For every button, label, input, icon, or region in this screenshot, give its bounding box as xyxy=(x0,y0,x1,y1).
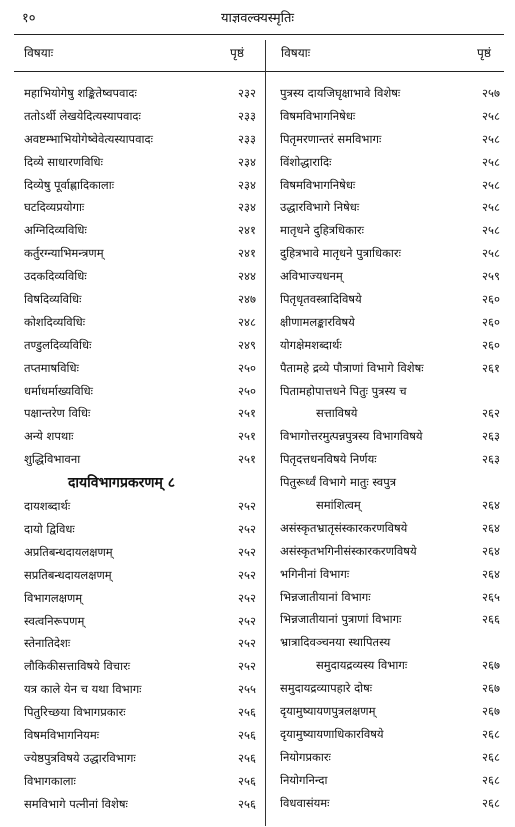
toc-entry-page: २४४ xyxy=(238,269,256,284)
toc-entry xyxy=(276,769,506,792)
toc-entry-title: दुहित्रभावे मातृधने पुत्राधिकारः xyxy=(280,246,401,261)
toc-entry-page: २६२ xyxy=(482,406,500,421)
toc-entry-page: २३४ xyxy=(238,200,256,215)
toc-entry-title: दृयामुष्यायणपुत्रलक्षणम् xyxy=(280,704,376,719)
toc-entry-page: २५८ xyxy=(482,154,500,169)
toc-entry xyxy=(20,380,262,403)
toc-entry-page: २६५ xyxy=(482,589,500,604)
toc-entry-page: २५६ xyxy=(238,728,256,743)
toc-entry-page: २५६ xyxy=(238,750,256,765)
toc-entry-title: स्तेनातिदेशः xyxy=(24,636,71,651)
toc-entry-page: २६४ xyxy=(482,498,500,513)
toc-entry xyxy=(20,288,262,311)
toc-entry xyxy=(20,541,262,564)
toc-entry-title: विभागलक्षणम् xyxy=(24,590,83,605)
toc-entry-page: २५६ xyxy=(238,705,256,720)
toc-entry xyxy=(276,151,506,174)
toc-entry-title: पितुरिच्छया विभागप्रकारः xyxy=(24,705,126,720)
toc-entry-title: सत्ताविषये xyxy=(316,406,358,421)
toc-entry-page: २४१ xyxy=(238,223,256,238)
toc-entry-title: भ्रात्रादिवञ्चनया स्थापितस्य xyxy=(280,635,391,650)
toc-entry xyxy=(276,219,506,242)
toc-entry xyxy=(20,448,262,471)
toc-entry-title: असंस्कृतभगिनीसंस्कारकरणविषये xyxy=(280,543,417,558)
toc-entry xyxy=(20,82,262,105)
toc-entry-title: दायो द्विविधः xyxy=(24,522,75,537)
toc-entry-title: पुत्रस्य दायजिघृक्षाभावे विशेषः xyxy=(280,86,401,100)
toc-entry xyxy=(20,701,262,724)
toc-entry-title: उद्धारविभागे निषेधः xyxy=(280,200,360,215)
toc-entry-title: उदकदिव्यविधिः xyxy=(24,269,87,284)
toc-entry xyxy=(20,793,262,816)
toc-entry xyxy=(276,402,506,425)
toc-entry xyxy=(20,128,262,151)
toc-entry-title: कर्तुरग्न्याभिमन्त्रणम् xyxy=(24,246,104,261)
toc-entry xyxy=(20,311,262,334)
toc-entry-page: २५८ xyxy=(482,246,500,261)
toc-entry-page: २६७ xyxy=(482,704,500,719)
toc-entry xyxy=(20,196,262,219)
toc-entry-page: २६३ xyxy=(482,452,500,467)
toc-entry xyxy=(20,265,262,288)
toc-entry-title: दायशब्दार्थः xyxy=(24,499,71,514)
toc-entry-title: भिन्नजातीयानां विभागः xyxy=(280,589,371,604)
toc-entry-page: २५२ xyxy=(238,590,256,605)
toc-entry-title: दिव्ये साधारणविधिः xyxy=(24,154,103,169)
toc-entry-page: २५१ xyxy=(238,452,256,467)
toc-entry-title: अग्निदिव्यविधिः xyxy=(24,223,87,238)
toc-entry-title: कोशदिव्यविधिः xyxy=(24,314,86,329)
toc-entry xyxy=(20,518,262,541)
toc-entry-title: लौकिकीसत्ताविषये विचारः xyxy=(24,659,131,674)
toc-entry xyxy=(20,770,262,793)
toc-entry xyxy=(20,151,262,174)
running-title: याज्ञवल्क्यस्मृतिः xyxy=(220,11,295,26)
toc-entry-page: २३४ xyxy=(238,177,256,192)
toc-entry xyxy=(276,700,506,723)
toc-entry xyxy=(276,563,506,586)
toc-entry-page: २६४ xyxy=(482,566,500,581)
section-heading: दायविभागप्रकरणम् ८ xyxy=(68,475,176,492)
toc-entry-page: २६८ xyxy=(482,749,500,764)
toc-entry-page: २५९ xyxy=(482,269,500,284)
right-column xyxy=(276,82,506,815)
toc-entry xyxy=(276,242,506,265)
toc-entry-title: अन्ये शपथाः xyxy=(24,429,74,444)
toc-entry-title: ततोऽर्थी लेखयेदित्यस्यापवादः xyxy=(24,108,141,123)
toc-entry-title: ज्येष्ठपुत्रविषये उद्धारविभागः xyxy=(24,750,136,765)
toc-entry-page: २५८ xyxy=(482,177,500,192)
toc-entry-page: २४७ xyxy=(238,292,256,307)
toc-entry xyxy=(276,746,506,769)
toc-entry-page: २४१ xyxy=(238,246,256,261)
toc-entry-page: २६१ xyxy=(482,360,500,375)
toc-entry-title: नियोगप्रकारः xyxy=(280,749,331,764)
toc-entry-title: विंशोद्धारादिः xyxy=(280,154,332,169)
toc-entry xyxy=(276,723,506,746)
toc-entry xyxy=(276,677,506,700)
toc-entry xyxy=(276,334,506,357)
toc-entry xyxy=(20,587,262,610)
toc-entry xyxy=(20,219,262,242)
toc-entry-page: २६७ xyxy=(482,658,500,673)
toc-entry xyxy=(276,631,506,654)
toc-entry-page: २५६ xyxy=(238,796,256,811)
toc-entry-title: अविभाज्यधनम् xyxy=(280,269,343,284)
toc-entry-page: २३४ xyxy=(238,154,256,169)
toc-entry xyxy=(276,654,506,677)
toc-entry xyxy=(20,632,262,655)
toc-entry-title: समांशित्वम् xyxy=(316,498,361,513)
toc-entry xyxy=(20,242,262,265)
toc-entry-page: २६० xyxy=(482,314,500,329)
toc-entry-page: २५६ xyxy=(238,773,256,788)
toc-entry xyxy=(20,724,262,747)
toc-entry-title: भिन्नजातीयानां पुत्राणां विभागः xyxy=(280,612,402,627)
toc-entry-title: दृयामुष्यायणाधिकारविषये xyxy=(280,726,384,741)
toc-entry-page: २५८ xyxy=(482,200,500,215)
toc-entry-title: तप्तमाषविधिः xyxy=(24,360,79,375)
toc-entry-title: विभागोत्तरमुत्पन्नपुत्रस्य विभागविषये xyxy=(280,429,423,444)
left-subject-label: विषयाः xyxy=(24,46,54,60)
toc-entry-page: २५१ xyxy=(238,429,256,444)
toc-entry xyxy=(276,82,506,105)
top-rule xyxy=(14,34,504,35)
toc-entry-page: २५५ xyxy=(238,682,256,697)
toc-entry-page: २६८ xyxy=(482,726,500,741)
toc-entry xyxy=(20,655,262,678)
toc-entry-page: २५८ xyxy=(482,131,500,146)
left-page-label: पृष्ठं xyxy=(230,46,244,60)
toc-entry-page: २५२ xyxy=(238,613,256,628)
toc-entry-title: विषमविभागनियमः xyxy=(24,728,100,743)
toc-entry-title: विभागकालाः xyxy=(24,773,76,788)
toc-entry xyxy=(276,586,506,609)
toc-entry xyxy=(276,792,506,815)
toc-entry xyxy=(20,425,262,448)
toc-entry xyxy=(20,495,262,518)
toc-entry xyxy=(20,610,262,633)
toc-entry-page: २५० xyxy=(238,383,256,398)
toc-entry xyxy=(276,540,506,563)
toc-entry-page: २६६ xyxy=(482,612,500,627)
toc-entry-title: समुदायद्रव्यस्य विभागः xyxy=(316,658,408,673)
toc-entry-page: २४९ xyxy=(238,337,256,352)
toc-entry xyxy=(276,105,506,128)
toc-entry-page: २६८ xyxy=(482,772,500,787)
toc-entry-title: घटदिव्यप्रयोगाः xyxy=(24,200,85,215)
toc-entry-title: विधवासंयमः xyxy=(280,795,330,810)
toc-entry xyxy=(276,471,506,494)
toc-entry-title: योगक्षेमशब्दार्थः xyxy=(280,337,342,352)
toc-entry xyxy=(276,357,506,380)
toc-entry-title: क्षीणामलङ्कारविषये xyxy=(280,314,355,329)
toc-entry-title: धर्माधर्माख्यविधिः xyxy=(24,383,93,398)
toc-entry-page: २६७ xyxy=(482,681,500,696)
toc-entry-title: महाभियोगेषु शङ्कितेष्वपवादः xyxy=(24,86,137,100)
toc-entry-page: २५१ xyxy=(238,406,256,421)
toc-entry-title: पक्षान्तरेण विधिः xyxy=(24,406,91,421)
toc-entry xyxy=(276,425,506,448)
toc-entry xyxy=(20,334,262,357)
toc-entry-page: २५२ xyxy=(238,544,256,559)
page-header xyxy=(0,8,515,28)
toc-entry-page: २५७ xyxy=(482,86,500,100)
toc-entry-title: तण्डुलदिव्यविधिः xyxy=(24,337,92,352)
toc-entry-title: पितृमरणान्तरं समविभागः xyxy=(280,131,382,146)
page-number: १० xyxy=(22,11,36,26)
toc-entry-title: दिव्येषु पूर्वाह्णादिकालाः xyxy=(24,177,115,192)
toc-entry-page: २५० xyxy=(238,360,256,375)
toc-entry-title: विषमविभागनिषेधः xyxy=(280,108,356,123)
toc-entry xyxy=(20,747,262,770)
toc-entry-title: असंस्कृतभ्रातृसंस्कारकरणविषये xyxy=(280,520,408,535)
toc-entry-title: स्वत्वनिरूपणम् xyxy=(24,613,85,628)
toc-entry-page: २६४ xyxy=(482,520,500,535)
toc-entry-title: विषदिव्यविधिः xyxy=(24,292,82,307)
toc-entry-page: २५८ xyxy=(482,223,500,238)
toc-entry xyxy=(20,174,262,197)
toc-entry-title: विषमविभागनिषेधः xyxy=(280,177,356,192)
toc-entry xyxy=(276,311,506,334)
toc-entry xyxy=(276,517,506,540)
toc-entry xyxy=(276,380,506,403)
toc-entry-page: २५२ xyxy=(238,499,256,514)
right-subject-label: विषयाः xyxy=(281,46,311,60)
toc-entry xyxy=(20,678,262,701)
toc-entry-page: २५२ xyxy=(238,522,256,537)
toc-entry-page: २४८ xyxy=(238,314,256,329)
toc-entry xyxy=(276,196,506,219)
toc-entry-title: पितुरूर्ध्वं विभागे मातुः स्वपुत्र xyxy=(280,475,397,490)
toc-entry-title: पितृधृतवस्त्रादिविषये xyxy=(280,292,362,307)
toc-entry xyxy=(20,402,262,425)
toc-entry xyxy=(276,608,506,631)
toc-entry-page: २६४ xyxy=(482,543,500,558)
toc-entry-page: २६८ xyxy=(482,795,500,810)
header-rule xyxy=(14,71,504,72)
toc-entry-title: अवष्टम्भाभियोगेष्वेवेत्यस्यापवादः xyxy=(24,131,153,146)
toc-entry-page: २५८ xyxy=(482,108,500,123)
toc-entry-page: २५२ xyxy=(238,636,256,651)
toc-entry-title: सप्रतिबन्धदायलक्षणम् xyxy=(24,567,112,582)
toc-entry xyxy=(20,564,262,587)
toc-entry xyxy=(20,105,262,128)
toc-entry-title: पैतामहे द्रव्ये पौत्राणां विभागे विशेषः xyxy=(280,360,424,375)
toc-entry xyxy=(20,357,262,380)
toc-entry-title: शुद्धिविभावना xyxy=(24,452,81,467)
toc-entry xyxy=(276,494,506,517)
toc-entry xyxy=(276,448,506,471)
toc-entry-title: पितृदत्तधनविषये निर्णयः xyxy=(280,452,377,467)
toc-entry-page: २३२ xyxy=(238,86,256,100)
toc-entry xyxy=(276,265,506,288)
toc-entry-title: समविभागे पत्नीनां विशेषः xyxy=(24,796,128,811)
toc-entry-page: २३३ xyxy=(238,131,256,146)
toc-entry-page: २६३ xyxy=(482,429,500,444)
toc-entry xyxy=(276,288,506,311)
toc-entry-page: २३३ xyxy=(238,108,256,123)
toc-entry-title: अप्रतिबन्धदायलक्षणम् xyxy=(24,544,113,559)
toc-entry-title: समुदायद्रव्यापहारे दोषः xyxy=(280,681,373,696)
toc-entry-title: यत्र काले येन च यथा विभागः xyxy=(24,682,142,697)
toc-entry-page: २५२ xyxy=(238,567,256,582)
toc-entry-title: नियोगनिन्दा xyxy=(280,772,328,787)
toc-entry-page: २५२ xyxy=(238,659,256,674)
left-column xyxy=(20,82,262,816)
toc-entry-page: २६० xyxy=(482,337,500,352)
toc-entry-title: मातृधने दुहित्रधिकारः xyxy=(280,223,364,238)
right-page-label: पृष्ठं xyxy=(477,46,491,60)
toc-entry-title: भगिनीनां विभागः xyxy=(280,566,350,581)
toc-entry xyxy=(276,128,506,151)
column-divider xyxy=(265,40,266,826)
toc-entry xyxy=(276,174,506,197)
toc-entry-title: पितामहोपात्तधने पितुः पुत्रस्य च xyxy=(280,383,407,398)
toc-entry-page: २६० xyxy=(482,292,500,307)
